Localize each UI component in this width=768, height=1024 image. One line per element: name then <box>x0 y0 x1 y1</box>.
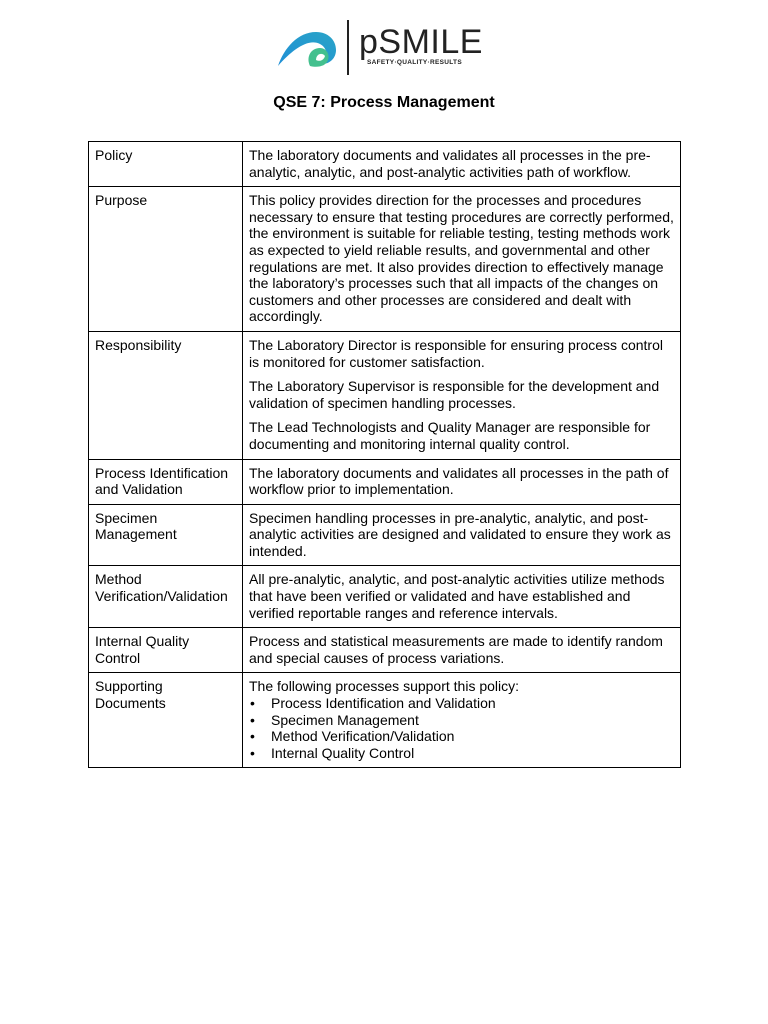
row-content <box>243 628 681 673</box>
table-row <box>89 628 681 673</box>
row-paragraph: The Laboratory Director is responsible for ensuring process control is monitored for customer satisfaction. <box>249 336 663 370</box>
psmile-logo <box>276 20 483 78</box>
table-row <box>89 566 681 628</box>
table-row <box>89 673 681 768</box>
list-item: • Process Identification and Validation <box>249 695 675 712</box>
row-content <box>243 504 681 566</box>
row-label: Purpose <box>89 187 243 332</box>
row-content <box>243 142 681 187</box>
logo-divider <box>347 20 349 75</box>
row-paragraph: The Laboratory Supervisor is responsible for the development and validation of specimen handling processes. <box>249 378 660 411</box>
table-row <box>89 459 681 504</box>
row-label: Specimen Management <box>89 504 243 566</box>
list-item: • Internal Quality Control <box>249 745 675 762</box>
row-content <box>243 459 681 504</box>
row-paragraph: The laboratory documents and validates all processes in the path of workflow prior to implementation. <box>249 464 669 498</box>
bullet-list <box>249 695 675 761</box>
row-paragraph: All pre-analytic, analytic, and post-analytic activities utilize methods that have been verified or validated and have established and verified reportable ranges and reference intervals. <box>249 571 665 621</box>
page-title: QSE 7: Process Management <box>273 94 495 111</box>
row-content <box>243 331 681 459</box>
row-label: Responsibility <box>89 331 243 459</box>
logo-tagline: SAFETY·QUALITY·RESULTS <box>367 59 462 66</box>
row-content <box>243 187 681 332</box>
row-label: Policy <box>89 142 243 187</box>
row-content <box>243 566 681 628</box>
policy-table <box>88 141 681 768</box>
row-content <box>243 673 681 768</box>
table-row <box>89 142 681 187</box>
row-label: Method Verification/Validation <box>89 566 243 628</box>
row-label: Supporting Documents <box>89 673 243 768</box>
row-label: Process Identification and Validation <box>89 459 243 504</box>
list-item: • Specimen Management <box>249 712 675 729</box>
table-row <box>89 331 681 459</box>
row-paragraph: Process and statistical measurements are made to identify random and special causes of process variations. <box>249 633 663 666</box>
list-item: • Method Verification/Validation <box>249 728 675 745</box>
row-paragraph: The laboratory documents and validates all processes in the pre-analytic, analytic, and post-analytic activities path of workflow. <box>249 147 651 180</box>
row-label: Internal Quality Control <box>89 628 243 673</box>
row-paragraph: Specimen handling processes in pre-analytic, analytic, and post-analytic activities are designed and validated to ensure they work as intended. <box>249 509 671 559</box>
logo-wordmark: pSMILE <box>359 23 483 61</box>
table-row <box>89 504 681 566</box>
row-paragraph: The following processes support this policy: <box>249 678 520 695</box>
psmile-wave-icon <box>276 26 342 70</box>
table-row <box>89 187 681 332</box>
row-paragraph: This policy provides direction for the processes and procedures necessary to ensure that testing procedures are correctly performed, the environment is suitable for reliable testing, testing methods work as expected to yield reliable results, and governmental and other regulations are met. It also provides direction to effectively manage the laboratory’s processes such that all impacts of the changes on customers and other processes are considered and dealt with accordingly. <box>249 192 674 325</box>
row-paragraph: The Lead Technologists and Quality Manager are responsible for documenting and monitoring internal quality control. <box>249 419 651 452</box>
